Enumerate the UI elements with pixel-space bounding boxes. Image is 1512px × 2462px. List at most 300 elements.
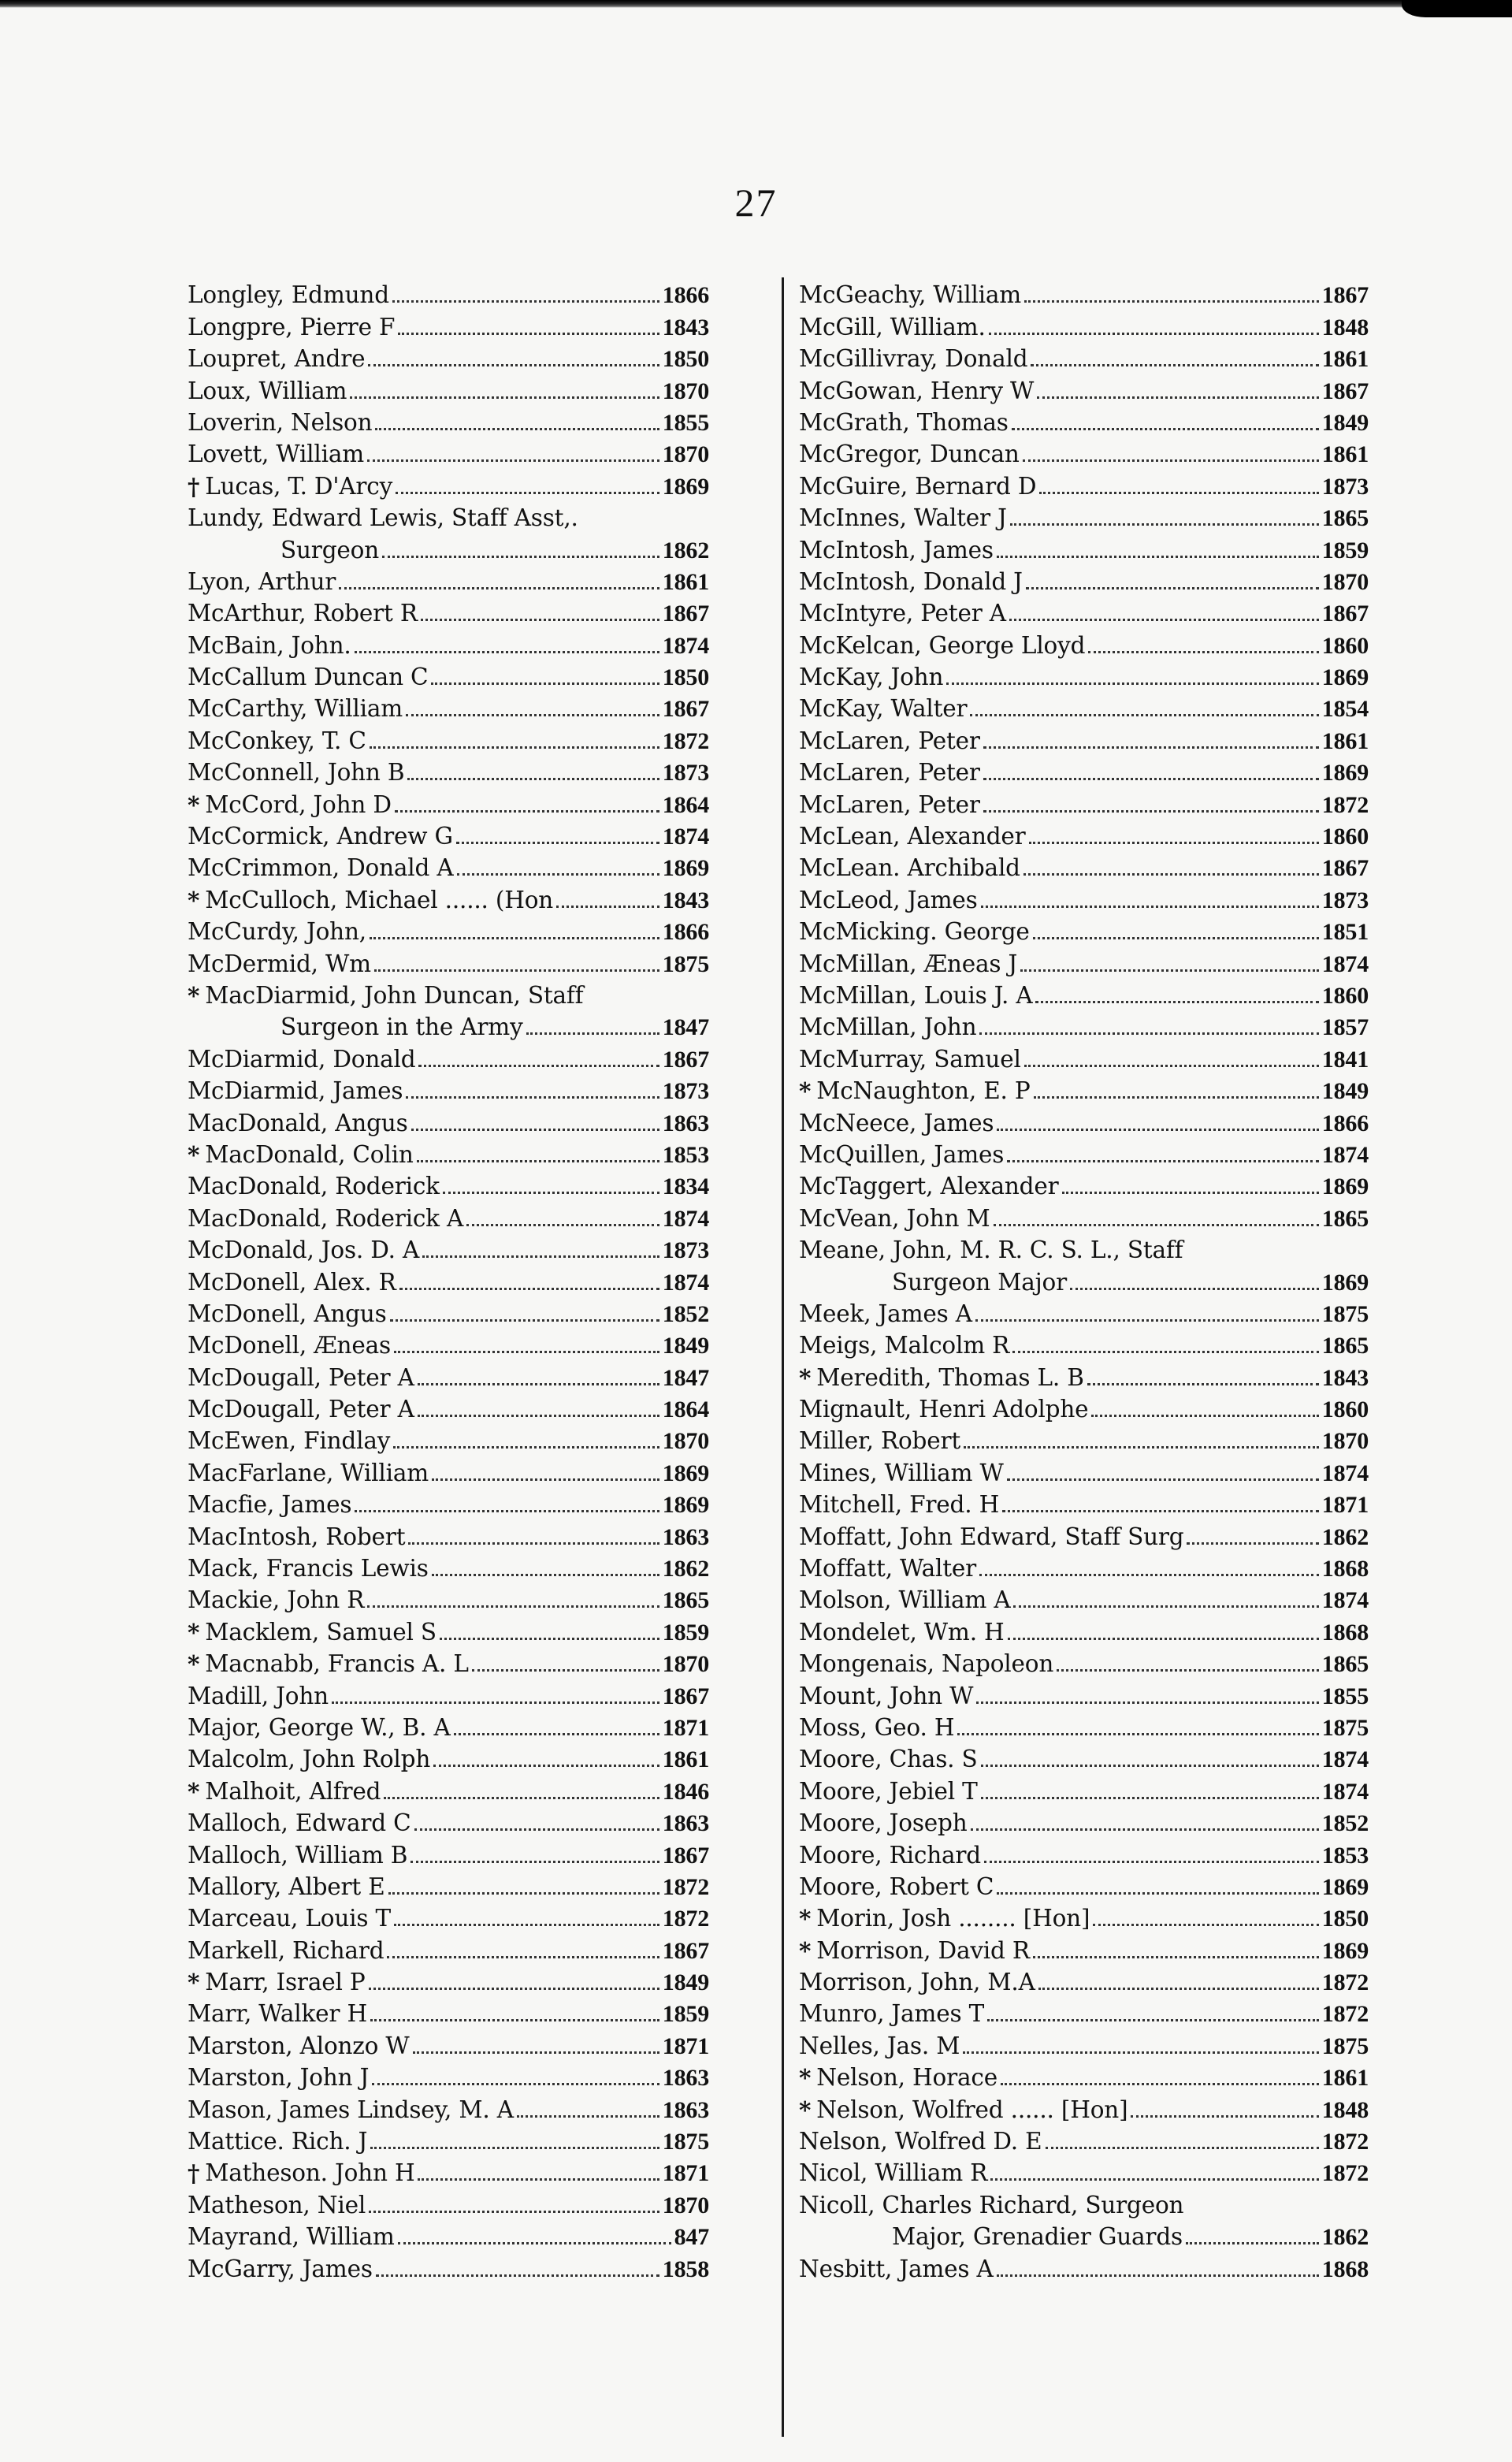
entry-year: 1874 [1321, 950, 1369, 977]
entry-name: Moore, Joseph [799, 1809, 968, 1837]
entry-name: Mallory, Albert E [188, 1873, 385, 1900]
dot-leader [392, 300, 659, 303]
list-item [188, 1296, 709, 1328]
dot-leader [368, 364, 659, 366]
dot-leader [1091, 1415, 1318, 1417]
dot-leader [981, 906, 1319, 908]
entry-name: McIntosh, James [799, 536, 994, 563]
list-item [188, 914, 709, 946]
dot-leader [1031, 364, 1318, 366]
list-item [799, 1519, 1369, 1550]
entry-year: 1867 [662, 1683, 709, 1709]
list-item [188, 1200, 709, 1232]
entry-name: Morin, Josh ........ [Hon] [816, 1905, 1090, 1932]
entry-name: Moffatt, Walter [799, 1555, 977, 1582]
entry-year: 1860 [1321, 1396, 1369, 1423]
entry-name: Miller, Robert [799, 1427, 961, 1455]
list-item [799, 2124, 1369, 2155]
list-item [188, 1359, 709, 1391]
dot-leader [384, 1797, 659, 1799]
entry-year: 1870 [662, 2192, 709, 2218]
page-number: 27 [734, 180, 778, 225]
dot-leader [1012, 1351, 1319, 1353]
entry-mark: * [188, 1969, 200, 1997]
entry-year: 1843 [1321, 1364, 1369, 1391]
entry-name: Malloch, William B [188, 1841, 408, 1869]
list-item [188, 882, 709, 913]
dot-leader [456, 842, 659, 844]
list-item [188, 1837, 709, 1869]
list-item [799, 914, 1369, 946]
entry-year: 1848 [1321, 2096, 1369, 2123]
dot-leader [376, 2274, 659, 2277]
list-item [799, 1901, 1369, 1932]
list-item [799, 1773, 1369, 1805]
entry-year: 847 [674, 2224, 709, 2251]
list-item [799, 1423, 1369, 1455]
dot-leader [382, 556, 659, 558]
entry-year: 1870 [662, 1428, 709, 1455]
dot-leader [997, 556, 1319, 558]
entry-name: McMillan, Æneas J [799, 950, 1018, 977]
dot-leader [1046, 2147, 1319, 2149]
dot-leader [997, 2274, 1319, 2277]
entry-name: McGuire, Bernard D [799, 472, 1037, 500]
entry-year: 1869 [662, 855, 709, 882]
entry-name: Marr, Israel P [205, 1969, 366, 1996]
list-item [188, 1264, 709, 1296]
entry-year: 1869 [1321, 1269, 1369, 1296]
entry-name: Munro, James T [799, 2000, 985, 2028]
entry-year: 1875 [662, 2129, 709, 2155]
entry-year: 1869 [1321, 1937, 1369, 1964]
list-item [799, 1806, 1369, 1837]
entry-year: 1874 [1321, 1746, 1369, 1773]
entry-name: McNeece, James [799, 1109, 994, 1136]
dot-leader [1037, 396, 1319, 399]
entry-name: Moffatt, John Edward, Staff Surg [799, 1523, 1184, 1550]
entry-year: 1873 [1321, 887, 1369, 913]
list-item [799, 2155, 1369, 2187]
entry-name: McLean, Alexander [799, 823, 1026, 850]
list-item [799, 787, 1369, 818]
entry-name: Lyon, Arthur [188, 567, 336, 595]
dot-leader [399, 1288, 659, 1290]
entry-name: Moss, Geo. H [799, 1713, 955, 1741]
dot-leader [990, 2178, 1319, 2181]
entry-year: 1874 [662, 1269, 709, 1296]
list-item [188, 755, 709, 787]
entry-name: Macklem, Samuel S [205, 1618, 437, 1646]
entry-year: 1868 [1321, 1556, 1369, 1582]
entry-year: 1867 [1321, 855, 1369, 882]
dot-leader [1009, 619, 1319, 621]
dot-leader [946, 682, 1319, 685]
dot-leader [369, 2211, 659, 2213]
dot-leader [375, 428, 659, 430]
dot-leader [1038, 1988, 1319, 1990]
entry-year: 1843 [662, 887, 709, 913]
list-item [799, 978, 1369, 1010]
list-item [188, 1932, 709, 1964]
list-item [188, 1233, 709, 1264]
entry-year: 1875 [1321, 2032, 1369, 2059]
list-item [188, 437, 709, 468]
list-item [799, 1932, 1369, 1964]
dot-leader [971, 1828, 1319, 1831]
entry-name: McGrath, Thomas [799, 408, 1009, 436]
entry-mark: * [799, 2064, 812, 2092]
entry-year: 1867 [1321, 282, 1369, 309]
entry-name: Surgeon Major [892, 1268, 1067, 1296]
entry-name: McMillan, John [799, 1013, 977, 1041]
entry-year: 1874 [1321, 1460, 1369, 1486]
list-item [799, 437, 1369, 468]
left-column [188, 277, 709, 2283]
list-item [799, 1551, 1369, 1582]
entry-year: 1863 [662, 2065, 709, 2092]
entry-name: McGregor, Duncan [799, 441, 1020, 468]
list-item [188, 1646, 709, 1678]
entry-name: Nicoll, Charles Richard, Surgeon [799, 2191, 1184, 2218]
entry-year: 1867 [662, 1937, 709, 1964]
dot-leader [421, 619, 659, 621]
list-item [188, 1137, 709, 1169]
dot-leader [1186, 2242, 1319, 2244]
entry-year: 1853 [662, 1141, 709, 1168]
list-item [188, 2092, 709, 2123]
dot-leader [369, 1988, 659, 1990]
dot-leader [472, 1669, 659, 1672]
list-item [188, 1901, 709, 1932]
entry-year: 1859 [662, 2001, 709, 2028]
list-item [799, 596, 1369, 627]
entry-year: 1873 [662, 1078, 709, 1105]
list-item [799, 1169, 1369, 1200]
dot-leader [1187, 1542, 1318, 1545]
entry-name: McConnell, John B [188, 759, 405, 787]
list-item [799, 946, 1369, 977]
list-item [799, 723, 1369, 754]
entry-mark: † [188, 472, 200, 500]
dot-leader [979, 1574, 1319, 1576]
entry-year: 1867 [662, 696, 709, 723]
entry-name: McGowan, Henry W [799, 377, 1035, 404]
dot-leader [370, 937, 659, 939]
entry-name: Matheson. John H [205, 2159, 415, 2187]
list-item [799, 755, 1369, 787]
dot-leader [411, 1861, 659, 1863]
entry-name: Meredith, Thomas L. B [816, 1363, 1084, 1391]
entry-year: 1875 [1321, 1300, 1369, 1327]
entry-name: MacIntosh, Robert [188, 1523, 406, 1550]
list-item [188, 1965, 709, 1996]
entry-name: Longley, Edmund [188, 281, 389, 309]
entry-name: Mount, John W [799, 1682, 974, 1709]
dot-leader [406, 714, 659, 716]
dot-leader [983, 810, 1319, 813]
entry-year: 1855 [662, 409, 709, 436]
entry-name: McIntyre, Peter A [799, 600, 1006, 627]
entry-year: 1851 [1321, 919, 1369, 946]
entry-year: 1870 [662, 1651, 709, 1678]
entry-name: Surgeon in the Army [280, 1013, 523, 1041]
entry-name: Surgeon [280, 536, 380, 563]
list-item [799, 1073, 1369, 1105]
entry-name: Marceau, Louis T [188, 1905, 391, 1932]
entry-name: Malloch, Edward C [188, 1809, 411, 1837]
list-item [188, 946, 709, 977]
list-item [188, 1423, 709, 1455]
entry-name: Mitchell, Fred. H [799, 1491, 1000, 1519]
dot-leader [395, 810, 659, 813]
dot-leader [963, 2051, 1319, 2054]
list-item [188, 1519, 709, 1550]
list-item [188, 1010, 709, 1041]
entry-name: McDiarmid, James [188, 1077, 403, 1105]
entry-name: McDonell, Alex. R [188, 1268, 396, 1296]
list-item [799, 627, 1369, 659]
entry-name: Nelson, Horace [816, 2064, 997, 2092]
dot-leader [1033, 937, 1319, 939]
entry-name: Mason, James Lindsey, M. A [188, 2096, 514, 2123]
entry-name: Moore, Chas. S [799, 1746, 978, 1773]
entry-name: Nelles, Jas. M [799, 2032, 960, 2059]
entry-year: 1872 [1321, 1969, 1369, 1996]
dot-leader [983, 746, 1319, 749]
list-item [188, 1487, 709, 1519]
entry-name: McQuillen, James [799, 1140, 1005, 1168]
dot-leader [997, 1129, 1318, 1131]
entry-year: 1872 [1321, 2129, 1369, 2155]
list-item [188, 596, 709, 627]
dot-leader [1057, 1669, 1319, 1672]
list-item [188, 1073, 709, 1105]
dot-leader [414, 1828, 659, 1831]
dot-leader [1026, 587, 1319, 589]
entry-name: McLaren, Peter [799, 759, 980, 787]
list-item [188, 819, 709, 850]
dot-leader [517, 2115, 659, 2118]
entry-name: McCormick, Andrew G [188, 823, 453, 850]
list-item [188, 1392, 709, 1423]
list-item [799, 405, 1369, 437]
list-item [188, 660, 709, 691]
list-item [799, 1041, 1369, 1073]
entry-name: MacDiarmid, John Duncan, Staff [205, 981, 584, 1009]
entry-name: Mack, Francis Lewis [188, 1555, 429, 1582]
list-item [188, 2219, 709, 2251]
list-item [799, 341, 1369, 373]
list-item [799, 532, 1369, 563]
entry-name: McDougall, Peter A [188, 1363, 414, 1391]
dot-leader [433, 1765, 659, 1767]
list-item [799, 1614, 1369, 1646]
list-item [799, 2251, 1369, 2282]
dot-leader [1007, 1478, 1319, 1481]
entry-mark: * [188, 790, 200, 819]
entry-year: 1869 [1321, 664, 1369, 691]
entry-year: 1862 [1321, 2224, 1369, 2251]
entry-year: 1868 [1321, 2256, 1369, 2282]
dot-leader [387, 1956, 659, 1958]
entry-year: 1858 [662, 2256, 709, 2282]
dot-leader [408, 1542, 659, 1545]
list-item [188, 850, 709, 882]
list-item [799, 1646, 1369, 1678]
list-item [188, 723, 709, 754]
entry-name: MacDonald, Angus [188, 1109, 408, 1136]
entry-mark: * [188, 886, 200, 914]
entry-name: McGill, William. [799, 313, 986, 340]
entry-name: McKay, John [799, 664, 944, 691]
entry-mark: * [188, 1140, 200, 1169]
list-item [188, 1551, 709, 1582]
dot-leader [355, 651, 659, 653]
entry-name: McInnes, Walter J [799, 504, 1007, 532]
entry-name: Moore, Jebiel T [799, 1777, 978, 1805]
list-item [188, 1169, 709, 1200]
entry-year: 1865 [1321, 505, 1369, 532]
entry-mark: * [799, 2096, 812, 2124]
list-item [799, 1137, 1369, 1169]
dot-leader [997, 1892, 1319, 1895]
entry-name: Longpre, Pierre F [188, 313, 396, 340]
entry-year: 1869 [662, 1460, 709, 1486]
list-item [799, 1455, 1369, 1486]
entry-name: McGarry, James [188, 2255, 373, 2282]
dot-leader [1035, 1001, 1318, 1003]
list-item [188, 1773, 709, 1805]
entry-year: 1865 [1321, 1651, 1369, 1678]
list-item [188, 691, 709, 723]
dot-leader [443, 1192, 659, 1194]
dot-leader [1008, 1638, 1319, 1640]
list-item [799, 1328, 1369, 1359]
dot-leader [432, 1478, 659, 1481]
entry-year: 1871 [662, 1714, 709, 1741]
entry-year: 1869 [662, 1492, 709, 1519]
entry-year: 1862 [1321, 1523, 1369, 1550]
entry-year: 1859 [1321, 537, 1369, 563]
entry-year: 1860 [1321, 632, 1369, 659]
entry-year: 1863 [662, 1810, 709, 1837]
list-item [799, 1996, 1369, 2028]
entry-name: Major, George W., B. A [188, 1713, 451, 1741]
dot-leader [957, 1733, 1318, 1735]
entry-name: McDonell, Æneas [188, 1332, 391, 1359]
entry-year: 1850 [1321, 1906, 1369, 1932]
column-divider [782, 277, 784, 2437]
entry-year: 1849 [1321, 1078, 1369, 1105]
entry-year: 1875 [662, 950, 709, 977]
list-item [188, 627, 709, 659]
entry-name: Mines, William W [799, 1459, 1004, 1486]
dot-leader [457, 873, 659, 876]
entry-name: Nesbitt, James A [799, 2255, 994, 2282]
entry-name: Madill, John [188, 1682, 329, 1709]
entry-year: 1857 [1321, 1014, 1369, 1041]
entry-name: Nicol, William R [799, 2159, 988, 2187]
entry-year: 1852 [662, 1300, 709, 1327]
entry-name: Lucas, T. D'Arcy [205, 472, 393, 500]
entry-year: 1867 [1321, 377, 1369, 404]
entry-year: 1867 [662, 1842, 709, 1869]
list-item [799, 500, 1369, 532]
entry-name: McVean, John M [799, 1204, 990, 1232]
entry-year: 1862 [662, 1556, 709, 1582]
entry-name: MacDonald, Roderick A [188, 1204, 464, 1232]
entry-year: 1866 [662, 282, 709, 309]
entry-year: 1869 [1321, 1873, 1369, 1900]
entry-year: 1874 [1321, 1141, 1369, 1168]
list-item [188, 1582, 709, 1614]
dot-leader [370, 746, 659, 749]
entry-mark: * [799, 1936, 812, 1965]
list-item [188, 500, 709, 532]
entry-year: 1874 [1321, 1587, 1369, 1614]
entry-year: 1866 [662, 919, 709, 946]
list-item [799, 1869, 1369, 1901]
entry-year: 1870 [662, 377, 709, 404]
dot-leader [979, 1032, 1318, 1035]
entry-mark: * [188, 981, 200, 1010]
dot-leader [1088, 651, 1319, 653]
list-item [188, 1678, 709, 1709]
entry-year: 1863 [662, 2096, 709, 2123]
dot-leader [394, 1924, 659, 1926]
entry-name: McEwen, Findlay [188, 1427, 391, 1455]
entry-name: Morrison, David R [816, 1936, 1030, 1964]
entry-mark: * [799, 1363, 812, 1392]
entry-name: McArthur, Robert R [188, 600, 418, 627]
list-item [799, 1105, 1369, 1136]
dot-leader [976, 1701, 1319, 1704]
dot-leader [1024, 1065, 1319, 1067]
entry-name: Loux, William [188, 377, 347, 404]
entry-name: Mayrand, William [188, 2223, 395, 2251]
entry-year: 1861 [662, 568, 709, 595]
dot-leader [1070, 1288, 1319, 1290]
dot-leader [987, 2019, 1319, 2021]
entry-mark: * [799, 1077, 812, 1106]
dot-leader [1034, 1096, 1319, 1099]
entry-year: 1872 [1321, 2160, 1369, 2187]
list-item [799, 660, 1369, 691]
entry-name: MacFarlane, William [188, 1459, 429, 1486]
list-item [188, 1710, 709, 1742]
page-top-edge [0, 0, 1512, 8]
list-item [188, 405, 709, 437]
entry-name: Macnabb, Francis A. L [205, 1650, 469, 1678]
dot-leader [374, 969, 659, 972]
entry-year: 1865 [662, 1587, 709, 1614]
entry-year: 1861 [1321, 346, 1369, 373]
dot-leader [432, 1574, 659, 1576]
entry-name: Marston, John J [188, 2064, 370, 2092]
entry-name: McLaren, Peter [799, 727, 980, 754]
list-item [799, 1710, 1369, 1742]
dot-leader [372, 2083, 659, 2085]
entry-year: 1860 [1321, 824, 1369, 850]
dot-leader [975, 1319, 1319, 1322]
list-item [188, 2124, 709, 2155]
entry-name: McLaren, Peter [799, 790, 980, 818]
dot-leader [367, 459, 659, 462]
entry-name: McDermid, Wm [188, 950, 371, 977]
list-item [799, 882, 1369, 913]
list-item [799, 1678, 1369, 1709]
